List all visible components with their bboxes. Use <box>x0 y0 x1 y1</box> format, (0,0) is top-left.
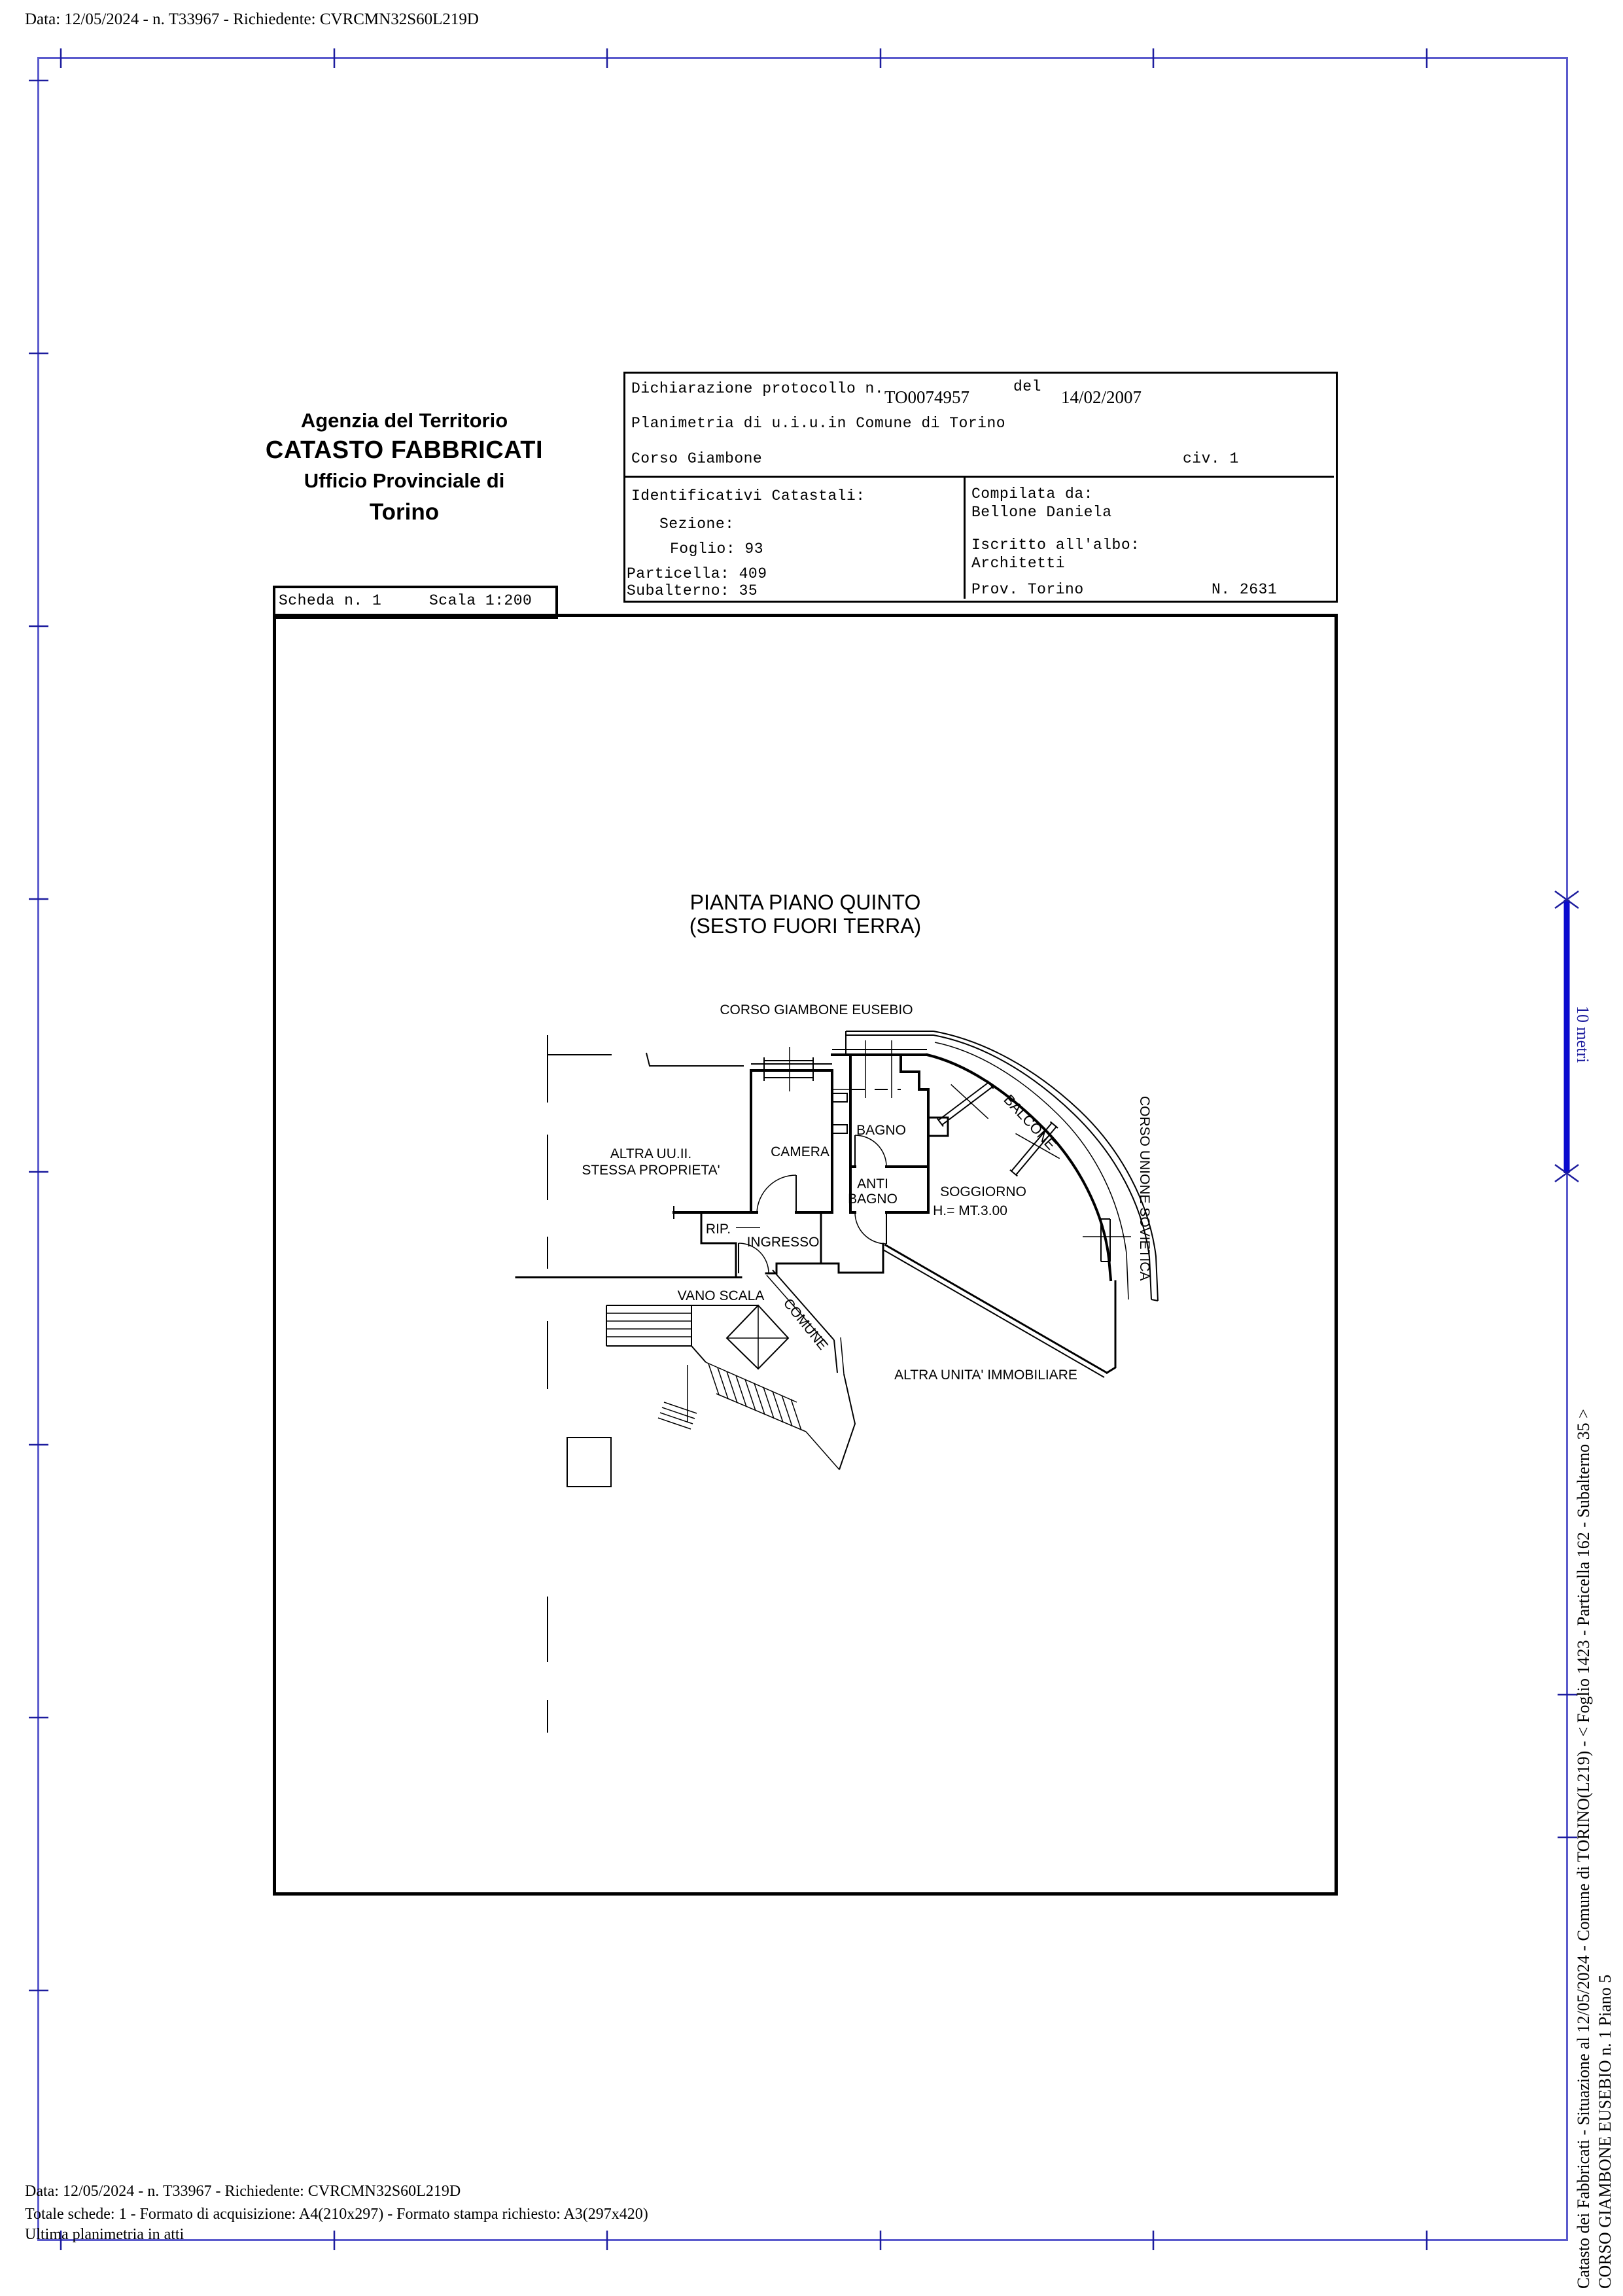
declaration-box-divider-h <box>623 476 1334 478</box>
side-caption <box>1573 1409 1616 2289</box>
label-balcone: BALCONE <box>1000 1091 1060 1153</box>
identificativi-title: Identificativi Catastali: <box>631 487 865 504</box>
civic-number: civ. 1 <box>1183 450 1239 467</box>
label-altra-uu-2: STESSA PROPRIETA' <box>582 1163 720 1178</box>
compilata-name: Bellone Daniela <box>971 504 1112 521</box>
protocol-label: Dichiarazione protocollo n. <box>631 380 884 397</box>
scale-bar-label: 10 metri <box>1573 1006 1592 1063</box>
scheda-number: Scheda n. 1 <box>279 592 382 609</box>
footer-line3: Ultima planimetria in atti <box>25 2226 184 2243</box>
compilata-albo: Architetti <box>971 555 1066 572</box>
label-camera: CAMERA <box>771 1144 829 1159</box>
identificativi-particella: Particella: 409 <box>627 565 767 582</box>
street-line: Corso Giambone <box>631 450 763 467</box>
label-bagno: BAGNO <box>856 1123 906 1138</box>
agency-line3: Ufficio Provinciale di <box>304 469 505 492</box>
compilata-title: Compilata da: <box>971 486 1093 503</box>
label-street-top: CORSO GIAMBONE EUSEBIO <box>720 1002 913 1017</box>
agency-line2: CATASTO FABBRICATI <box>265 436 544 464</box>
protocol-number: TO0074957 <box>884 387 970 407</box>
label-altra-unita: ALTRA UNITA' IMMOBILIARE <box>894 1368 1077 1383</box>
agency-line1: Agenzia del Territorio <box>300 409 508 432</box>
label-anti-2: BAGNO <box>848 1192 898 1207</box>
floor-plan <box>273 614 1338 1896</box>
balcony-window-1 <box>926 1066 1005 1143</box>
agency-heading <box>247 407 561 529</box>
label-anti-1: ANTI <box>857 1176 888 1192</box>
label-ingresso: INGRESSO <box>746 1235 820 1250</box>
identificativi-sezione: Sezione: <box>659 516 735 533</box>
label-soggiorno: SOGGIORNO <box>940 1184 1026 1199</box>
label-rip: RIP. <box>705 1222 731 1237</box>
identificativi-subalterno: Subalterno: 35 <box>627 582 758 599</box>
compilata-albo-label: Iscritto all'albo: <box>971 537 1140 554</box>
scala-value: Scala 1:200 <box>429 592 532 609</box>
drawing-frame <box>275 616 1336 1894</box>
plan-title-line1: PIANTA PIANO QUINTO <box>689 891 921 914</box>
header-request-line: Data: 12/05/2024 - n. T33967 - Richiedente: CVRCMN32S60L219D <box>25 10 479 28</box>
compilata-prov: Prov. Torino <box>971 581 1084 598</box>
plan-labels <box>582 1002 1152 1383</box>
side-caption-line2: CORSO GIAMBONE EUSEBIO n. 1 Piano 5 <box>1596 1974 1614 2289</box>
protocol-del-label: del <box>1013 378 1041 395</box>
declaration-box-divider-v <box>964 476 966 599</box>
label-street-right: CORSO UNIONE SOVIETICA <box>1137 1096 1152 1281</box>
footer-line1: Data: 12/05/2024 - n. T33967 - Richiedente: CVRCMN32S60L219D <box>25 2183 461 2200</box>
compilata-number: N. 2631 <box>1212 581 1278 598</box>
detail-ticks <box>736 1040 1131 1299</box>
label-vano-scala: VANO SCALA <box>677 1288 765 1303</box>
boundary-lines <box>548 1035 744 1733</box>
label-altra-uu-1: ALTRA UU.II. <box>610 1146 692 1161</box>
label-height: H.= MT.3.00 <box>933 1203 1007 1218</box>
protocol-date: 14/02/2007 <box>1061 387 1142 407</box>
plan-title-line2: (SESTO FUORI TERRA) <box>689 914 922 938</box>
footer-line2: Totale schede: 1 - Formato di acquisizione: A4(210x297) - Formato stampa richiesto: A3(297x420) <box>25 2206 648 2223</box>
agency-line4: Torino <box>369 499 440 525</box>
identificativi-foglio: Foglio: 93 <box>670 540 764 557</box>
planimetria-line: Planimetria di u.i.u.in Comune di Torino <box>631 415 1006 432</box>
label-comune: COMUNE <box>780 1296 831 1353</box>
side-caption-line1: Catasto dei Fabbricati - Situazione al 12/05/2024 - Comune di TORINO(L219) - < Foglio 1423 - Particella 162 - Subalterno 35 > <box>1574 1409 1593 2289</box>
walls-light <box>674 1031 1158 1377</box>
